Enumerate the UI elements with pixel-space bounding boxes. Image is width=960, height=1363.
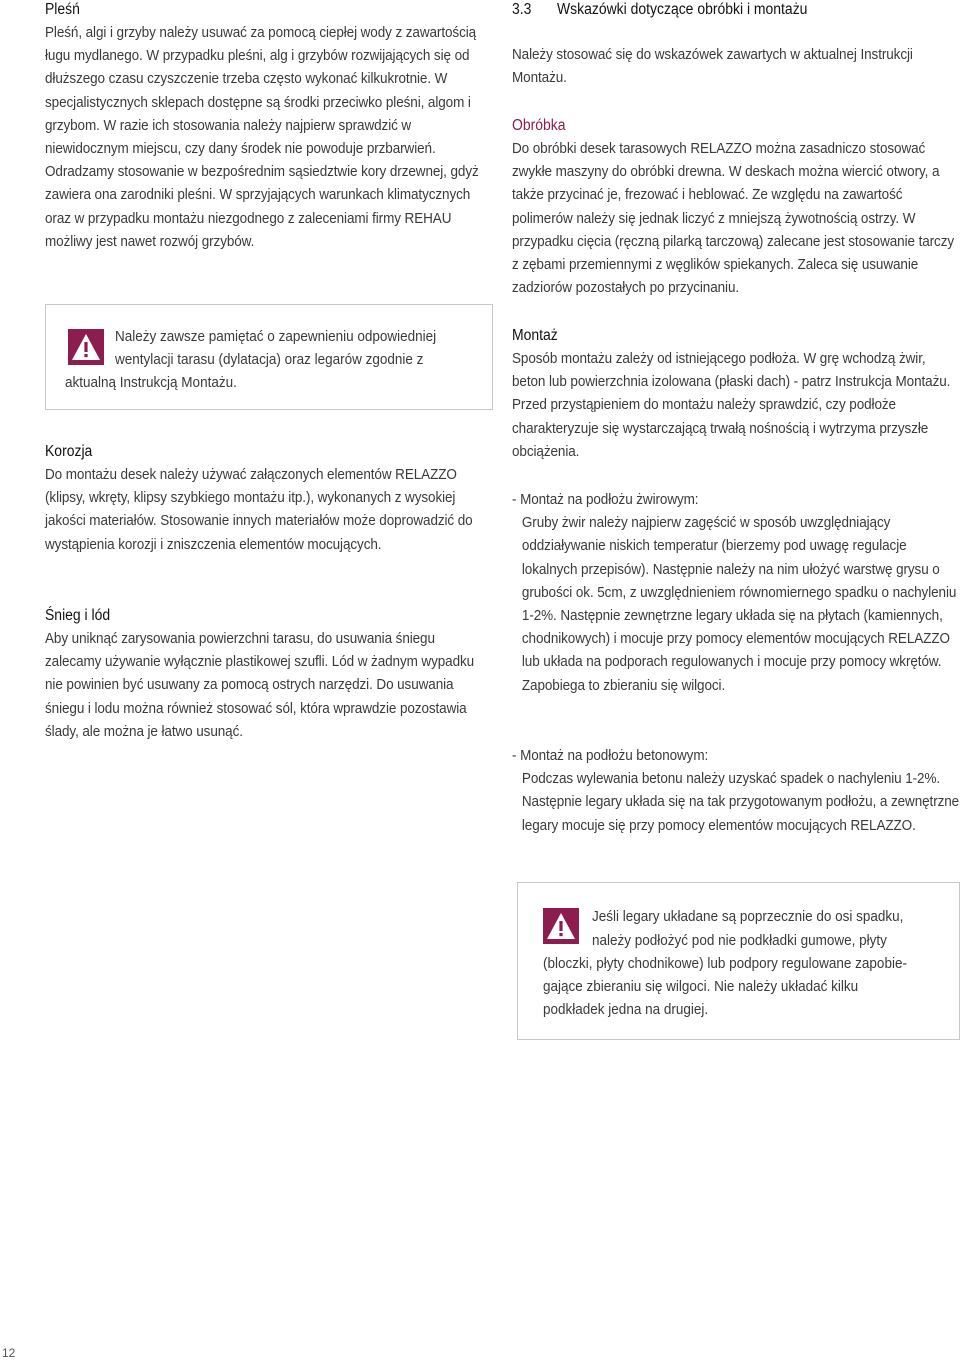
section-obrobka	[512, 114, 960, 299]
heading-obrobka: Obróbka	[512, 117, 566, 134]
text-obrobka: Do obróbki desek tarasowych RELAZZO można zasadniczo stosować zwykłe maszyny do obróbki drewna. W deskach można wiercić otwory, a także przycinać je, frezować i heblować. Ze względu na zawartość polimerów należy się jednak liczyć z mniejszą żywotnością ostrzy. W przypadku cięcia (ręczną pilarką tarczową) zalecane jest stosowanie tarczy z zębami przemiennymi z węglików spiekanych. Zaleca się usuwanie zadziorów pozostałych po przycinaniu.	[512, 140, 955, 297]
section-title	[512, 0, 960, 21]
warning-line-4: gające zbieraniu się wilgoci. Nie należy układać kilku	[543, 978, 859, 995]
text-montaz: Sposób montażu zależy od istniejącego podłoża. W grę wchodzą żwir, beton lub powierzchnia izolowana (płaski dach) - patrz Instrukcja Montażu. Przed przystąpieniem do montażu należy sprawdzić, czy podłoże charakteryzuje się wystarczającą trwałą nośnością i wytrzyma przyszłe obciążenia.	[512, 350, 951, 460]
label-beton: - Montaż na podłożu betonowym:	[512, 747, 709, 764]
warning-line-3: (bloczki, płyty chodnikowe) lub podpory regulowane zapobie-	[543, 955, 907, 972]
warning-triangle-icon	[543, 908, 579, 944]
text-plesn: Pleśń, algi i grzyby należy usuwać za pomocą ciepłej wody z zawartością ługu mydlanego. W przypadku pleśni, alg i grzybów rozwijających się od dłuższego czasu czyszczenie trzeba często wykonać kilkukrotnie. W specjalistycznych sklepach dostępne są środki przeciwko pleśni, algom i grzybom. W razie ich stosowania należy najpierw sprawdzić w niewidocznym miejscu, czy dany środek nie powoduje przbarwień. Odradzamy stosowanie w bezpośrednim sąsiedztwie kory drzewnej, gdyż zawiera ona zarodniki pleśni. W sprzyjających warunkach klimatycznych oraz w przypadku montażu niezgodnego z zaleceniami firmy REHAU możliwy jest nawet rozwój grzybów.	[45, 24, 479, 250]
section-korozja	[45, 440, 493, 556]
section-title-text: Wskazówki dotyczące obróbki i montażu	[557, 1, 808, 18]
heading-montaz: Montaż	[512, 327, 558, 344]
section-plesn	[45, 0, 493, 253]
warning-line-1: Należy zawsze pamiętać o zapewnieniu odpowiedniej	[115, 328, 437, 345]
text-section-intro: Należy stosować się do wskazówek zawartych w aktualnej Instrukcji Montażu.	[512, 46, 913, 87]
text-korozja: Do montażu desek należy używać załączonych elementów RELAZZO (klipsy, wkręty, klipsy szybkiego montażu itp.), wykonanych z wysokiej jakości materiałów. Stosowanie innych materiałów może doprowadzić do wystąpienia korozji i zniszczenia elementów mocujących.	[45, 466, 473, 553]
heading-snieg: Śnieg i lód	[45, 607, 111, 624]
warning-line-2: należy podłożyć pod nie podkładki gumowe, płyty	[592, 932, 887, 949]
warning-line-5: podkładek jedna na drugiej.	[543, 1001, 709, 1018]
warning-box-legary	[517, 882, 960, 1040]
text-beton: Podczas wylewania betonu należy uzyskać spadek o nachyleniu 1-2%. Następnie legary układa się na tak przygotowanym podłożu, a zewnętrzne legary mocuje się przy pomocy elementów mocujących RELAZZO.	[521, 770, 960, 834]
warning-box-ventilation	[45, 304, 493, 410]
warning-line-2: wentylacji tarasu (dylatacja) oraz legarów zgodnie z	[115, 351, 424, 368]
heading-korozja: Korozja	[45, 443, 93, 460]
text-zwir: Gruby żwir należy najpierw zagęścić w sposób uwzględniający oddziaływanie niskich temperatur (bierzemy pod uwagę regulacje lokalnych przepisów). Następnie należy na nim ułożyć warstwę grysu o grubości ok. 5cm, z uwzględnieniem równomiernego spadku o nachyleniu 1-2%. Następnie zewnętrzne legary układa się na płytach (kamiennych, chodnikowych) i mocuje przy pomocy elementów mocujących RELAZZO lub układa na podporach regulowanych i mocuje przy pomocy wkrętów. Zapobiega to zbieraniu się wilgoci.	[521, 514, 957, 694]
section-montaz	[512, 324, 960, 463]
section-beton	[512, 744, 960, 837]
section-zwir	[512, 488, 960, 697]
section-3-3	[512, 0, 960, 89]
warning-line-3: aktualną Instrukcją Montażu.	[65, 374, 237, 391]
heading-plesn: Pleśń	[45, 1, 80, 18]
text-snieg: Aby uniknąć zarysowania powierzchni tarasu, do usuwania śniegu zalecamy używanie wyłącznie plastikowej szufli. Lód w żadnym wypadku nie powinien być usuwany za pomocą ostrych narzędzi. Do usuwania śniegu i lodu można również stosować sól, która wprawdzie pozostawia ślady, ale można je łatwo usunąć.	[45, 630, 475, 740]
warning-line-1: Jeśli legary układane są poprzecznie do osi spadku,	[592, 908, 904, 925]
warning-triangle-icon	[68, 329, 104, 365]
label-zwir: - Montaż na podłożu żwirowym:	[512, 491, 699, 508]
section-snieg	[45, 604, 493, 743]
section-number: 3.3	[512, 1, 532, 18]
page-number: 12	[2, 1346, 16, 1360]
